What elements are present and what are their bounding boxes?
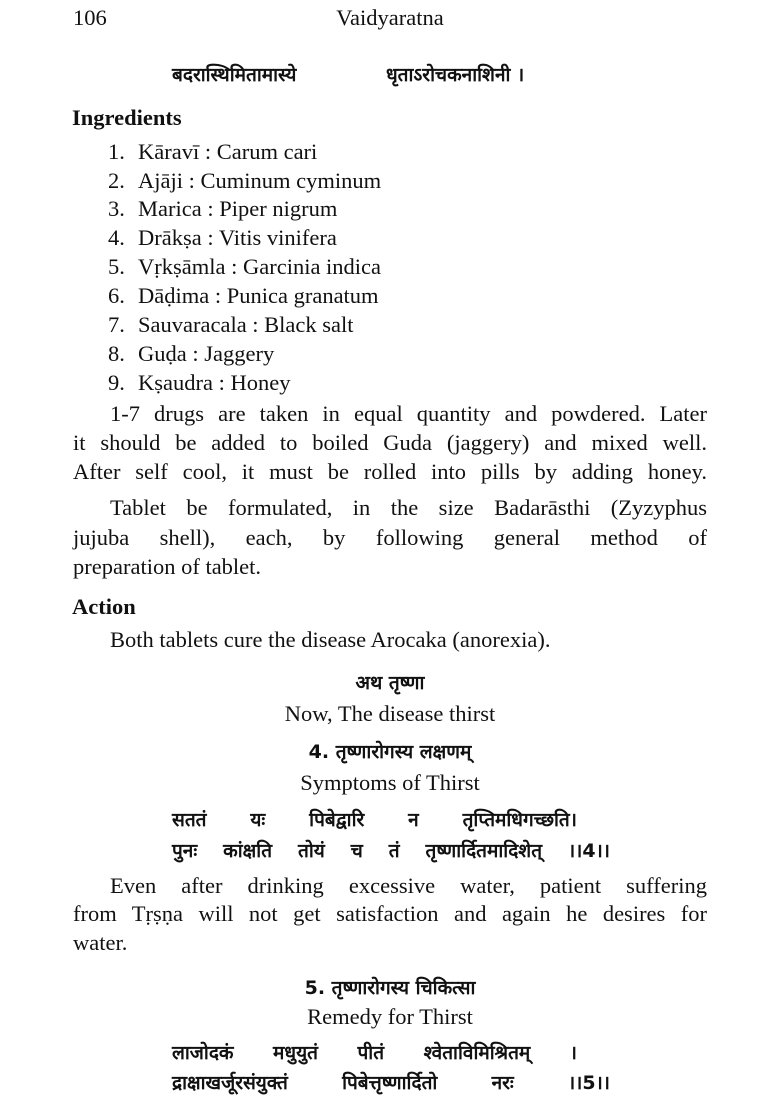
verse-word: पिबेद्वारि <box>309 809 365 831</box>
item-number: 1. <box>108 139 125 164</box>
verse-word: न <box>408 809 419 831</box>
verse-word: यः <box>250 809 266 831</box>
verse-word: नरः ।।5।। <box>491 1072 610 1094</box>
symptoms-sanskrit-heading: 4. तृष्णारोगस्य लक्षणम् <box>308 741 472 763</box>
item-number: 9. <box>108 370 125 395</box>
item-number: 3. <box>108 196 125 221</box>
item-text: Marica : Piper nigrum <box>138 196 338 221</box>
verse-word: सततं <box>172 809 207 831</box>
verse-line <box>172 1039 577 1067</box>
verse-word: तोयं <box>297 840 325 862</box>
item-number: 4. <box>108 225 125 250</box>
paragraph-line: water. <box>73 930 128 955</box>
verse-word: श्वेताविमिश्रितम् । <box>423 1042 578 1064</box>
item-text: Kṣaudra : Honey <box>138 370 291 395</box>
list-item <box>108 138 317 166</box>
verse-word: पिबेत्तृष्णार्दितो <box>342 1072 438 1094</box>
verse-word: लाजोदकं <box>172 1042 234 1064</box>
verse-word: पीतं <box>357 1042 385 1064</box>
verse-top-left: बदरास्थिमितामास्ये <box>172 64 297 86</box>
list-item <box>108 282 379 310</box>
ingredients-heading: Ingredients <box>72 105 182 130</box>
list-item <box>108 253 381 281</box>
paragraph-line: Even after drinking excessive water, patient suffering <box>110 873 707 898</box>
list-item <box>108 340 274 368</box>
list-item <box>108 311 354 339</box>
paragraph-line: 1-7 drugs are taken in equal quantity and powdered. Later <box>110 401 707 426</box>
list-item <box>108 167 381 195</box>
verse-word: तं <box>388 840 400 862</box>
action-heading: Action <box>72 594 136 619</box>
list-item <box>108 369 290 397</box>
verse-line <box>172 837 610 865</box>
item-number: 2. <box>108 168 125 193</box>
list-item <box>108 224 337 252</box>
verse-word: पुनः <box>172 840 198 862</box>
verse-word: च <box>350 840 363 862</box>
verse-word: मधुयुतं <box>273 1042 318 1064</box>
remedy-english-heading: Remedy for Thirst <box>307 1004 473 1029</box>
paragraph-line: Tablet be formulated, in the size Badarāsthi (Zyzyphus <box>110 495 707 520</box>
paragraph-line: jujuba shell), each, by following general method of <box>73 525 707 550</box>
thirst-sanskrit-heading: अथ तृष्णा <box>355 672 425 694</box>
verse-word: तृप्तिमधिगच्छति। <box>462 809 577 831</box>
remedy-sanskrit-heading: 5. तृष्णारोगस्य चिकित्सा <box>304 977 476 999</box>
verse-word: कांक्षति <box>223 840 273 862</box>
symptoms-english-heading: Symptoms of Thirst <box>300 770 480 795</box>
verse-word: तृष्णार्दितमादिशेत् ।।4।। <box>425 840 611 862</box>
paragraph-line: it should be added to boiled Guda (jaggery) and mixed well. <box>73 430 707 455</box>
paragraph-line: preparation of tablet. <box>73 554 262 579</box>
list-item <box>108 195 337 223</box>
paragraph-line: from Tṛṣṇa will not get satisfaction and again he desires for <box>73 901 707 926</box>
thirst-english-heading: Now, The disease thirst <box>284 701 496 726</box>
action-text: Both tablets cure the disease Arocaka (anorexia). <box>110 627 551 652</box>
paragraph-line: After self cool, it must be rolled into pills by adding honey. <box>73 459 707 484</box>
item-text: Drākṣa : Vitis vinifera <box>138 225 337 250</box>
item-text: Vṛkṣāmla : Garcinia indica <box>138 254 382 279</box>
verse-line <box>172 806 577 834</box>
item-text: Kāravī : Carum cari <box>138 139 318 164</box>
running-title: Vaidyaratna <box>336 5 444 30</box>
item-number: 7. <box>108 312 125 337</box>
item-text: Guḍa : Jaggery <box>138 341 275 366</box>
verse-word: द्राक्षाखर्जूरसंयुक्तं <box>172 1072 288 1094</box>
page-number: 106 <box>73 5 107 30</box>
item-text: Ajāji : Cuminum cyminum <box>138 168 382 193</box>
item-text: Dāḍima : Punica granatum <box>138 283 379 308</box>
item-number: 5. <box>108 254 125 279</box>
item-text: Sauvaracala : Black salt <box>138 312 354 337</box>
item-number: 6. <box>108 283 125 308</box>
verse-line <box>172 1069 610 1097</box>
item-number: 8. <box>108 341 125 366</box>
verse-top-right: धृताऽरोचकनाशिनी । <box>386 64 525 86</box>
